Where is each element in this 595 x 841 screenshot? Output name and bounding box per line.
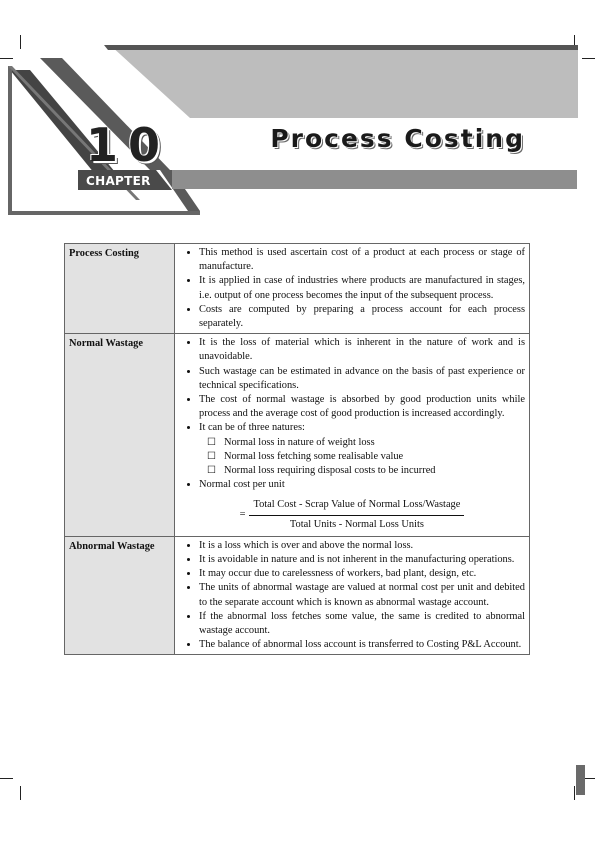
- description-cell: [175, 334, 530, 537]
- list-item: • It is applied in case of industries where products are manufactured in stages, i.e. output of one process becomes the input of the subsequent process.: [199, 274, 525, 302]
- description-cell: [175, 536, 530, 655]
- list-item-text: It can be of three natures:: [199, 422, 305, 434]
- list-item: • Such wastage can be estimated in advance on the basis of past experience or technical specifications.: [199, 365, 525, 393]
- list-item: • Normal cost per unit: [199, 478, 525, 492]
- term-cell: [65, 334, 175, 537]
- formula-denominator: Total Units - Normal Loss Units: [289, 518, 424, 530]
- crop-mark: [20, 786, 21, 800]
- list-item: • It is a loss which is over and above the normal loss.: [199, 539, 525, 553]
- list-item: • It is avoidable in nature and is not inherent in the manufacturing operations.: [199, 553, 525, 567]
- list-item: • This method is used ascertain cost of a product at each process or stage of manufacture.: [199, 246, 525, 274]
- formula-numerator: Total Cost - Scrap Value of Normal Loss/Wastage: [249, 498, 464, 515]
- chapter-label: CHAPTER: [86, 174, 151, 188]
- description-cell: [175, 244, 530, 334]
- term-cell: Abnormal Wastage: [65, 536, 175, 655]
- sub-list-item: ☐ Normal loss requiring disposal costs to be incurred: [207, 464, 525, 478]
- table-row: [65, 334, 530, 537]
- list-item: [199, 421, 525, 478]
- crop-mark: [0, 778, 13, 779]
- term-cell: Process Costing: [65, 244, 175, 334]
- normal-cost-formula: [179, 498, 525, 531]
- table-row: [65, 536, 530, 655]
- list-item: • The cost of normal wastage is absorbed by good production units while process and the average cost of good production is increased accordingly.: [199, 393, 525, 421]
- crop-mark: [574, 786, 575, 800]
- content-table: [64, 243, 530, 655]
- table-row: [65, 244, 530, 334]
- chapter-number: 10: [86, 118, 171, 172]
- term-label: Normal Wastage: [69, 338, 143, 350]
- list-item: • If the abnormal loss fetches some value, the same is credited to abnormal wastage account.: [199, 610, 525, 638]
- sub-list-item: ☐ Normal loss in nature of weight loss: [207, 436, 525, 450]
- chapter-banner: [0, 0, 595, 230]
- sub-list-item: ☐ Normal loss fetching some realisable value: [207, 450, 525, 464]
- formula-fraction: [249, 498, 464, 531]
- page-edge-tab: [576, 765, 585, 795]
- chapter-title: Process Costing: [270, 124, 525, 153]
- list-item: • It is the loss of material which is inherent in the nature of work and is unavoidable.: [199, 336, 525, 364]
- list-item: • The units of abnormal wastage are valued at normal cost per unit and debited to the separate account which is known as abnormal wastage account.: [199, 581, 525, 609]
- list-item: • It may occur due to carelessness of workers, bad plant, design, etc.: [199, 567, 525, 581]
- list-item: • Costs are computed by preparing a process account for each process separately.: [199, 303, 525, 331]
- formula-equals: =: [239, 509, 246, 521]
- list-item: • The balance of abnormal loss account is transferred to Costing P&L Account.: [199, 638, 525, 652]
